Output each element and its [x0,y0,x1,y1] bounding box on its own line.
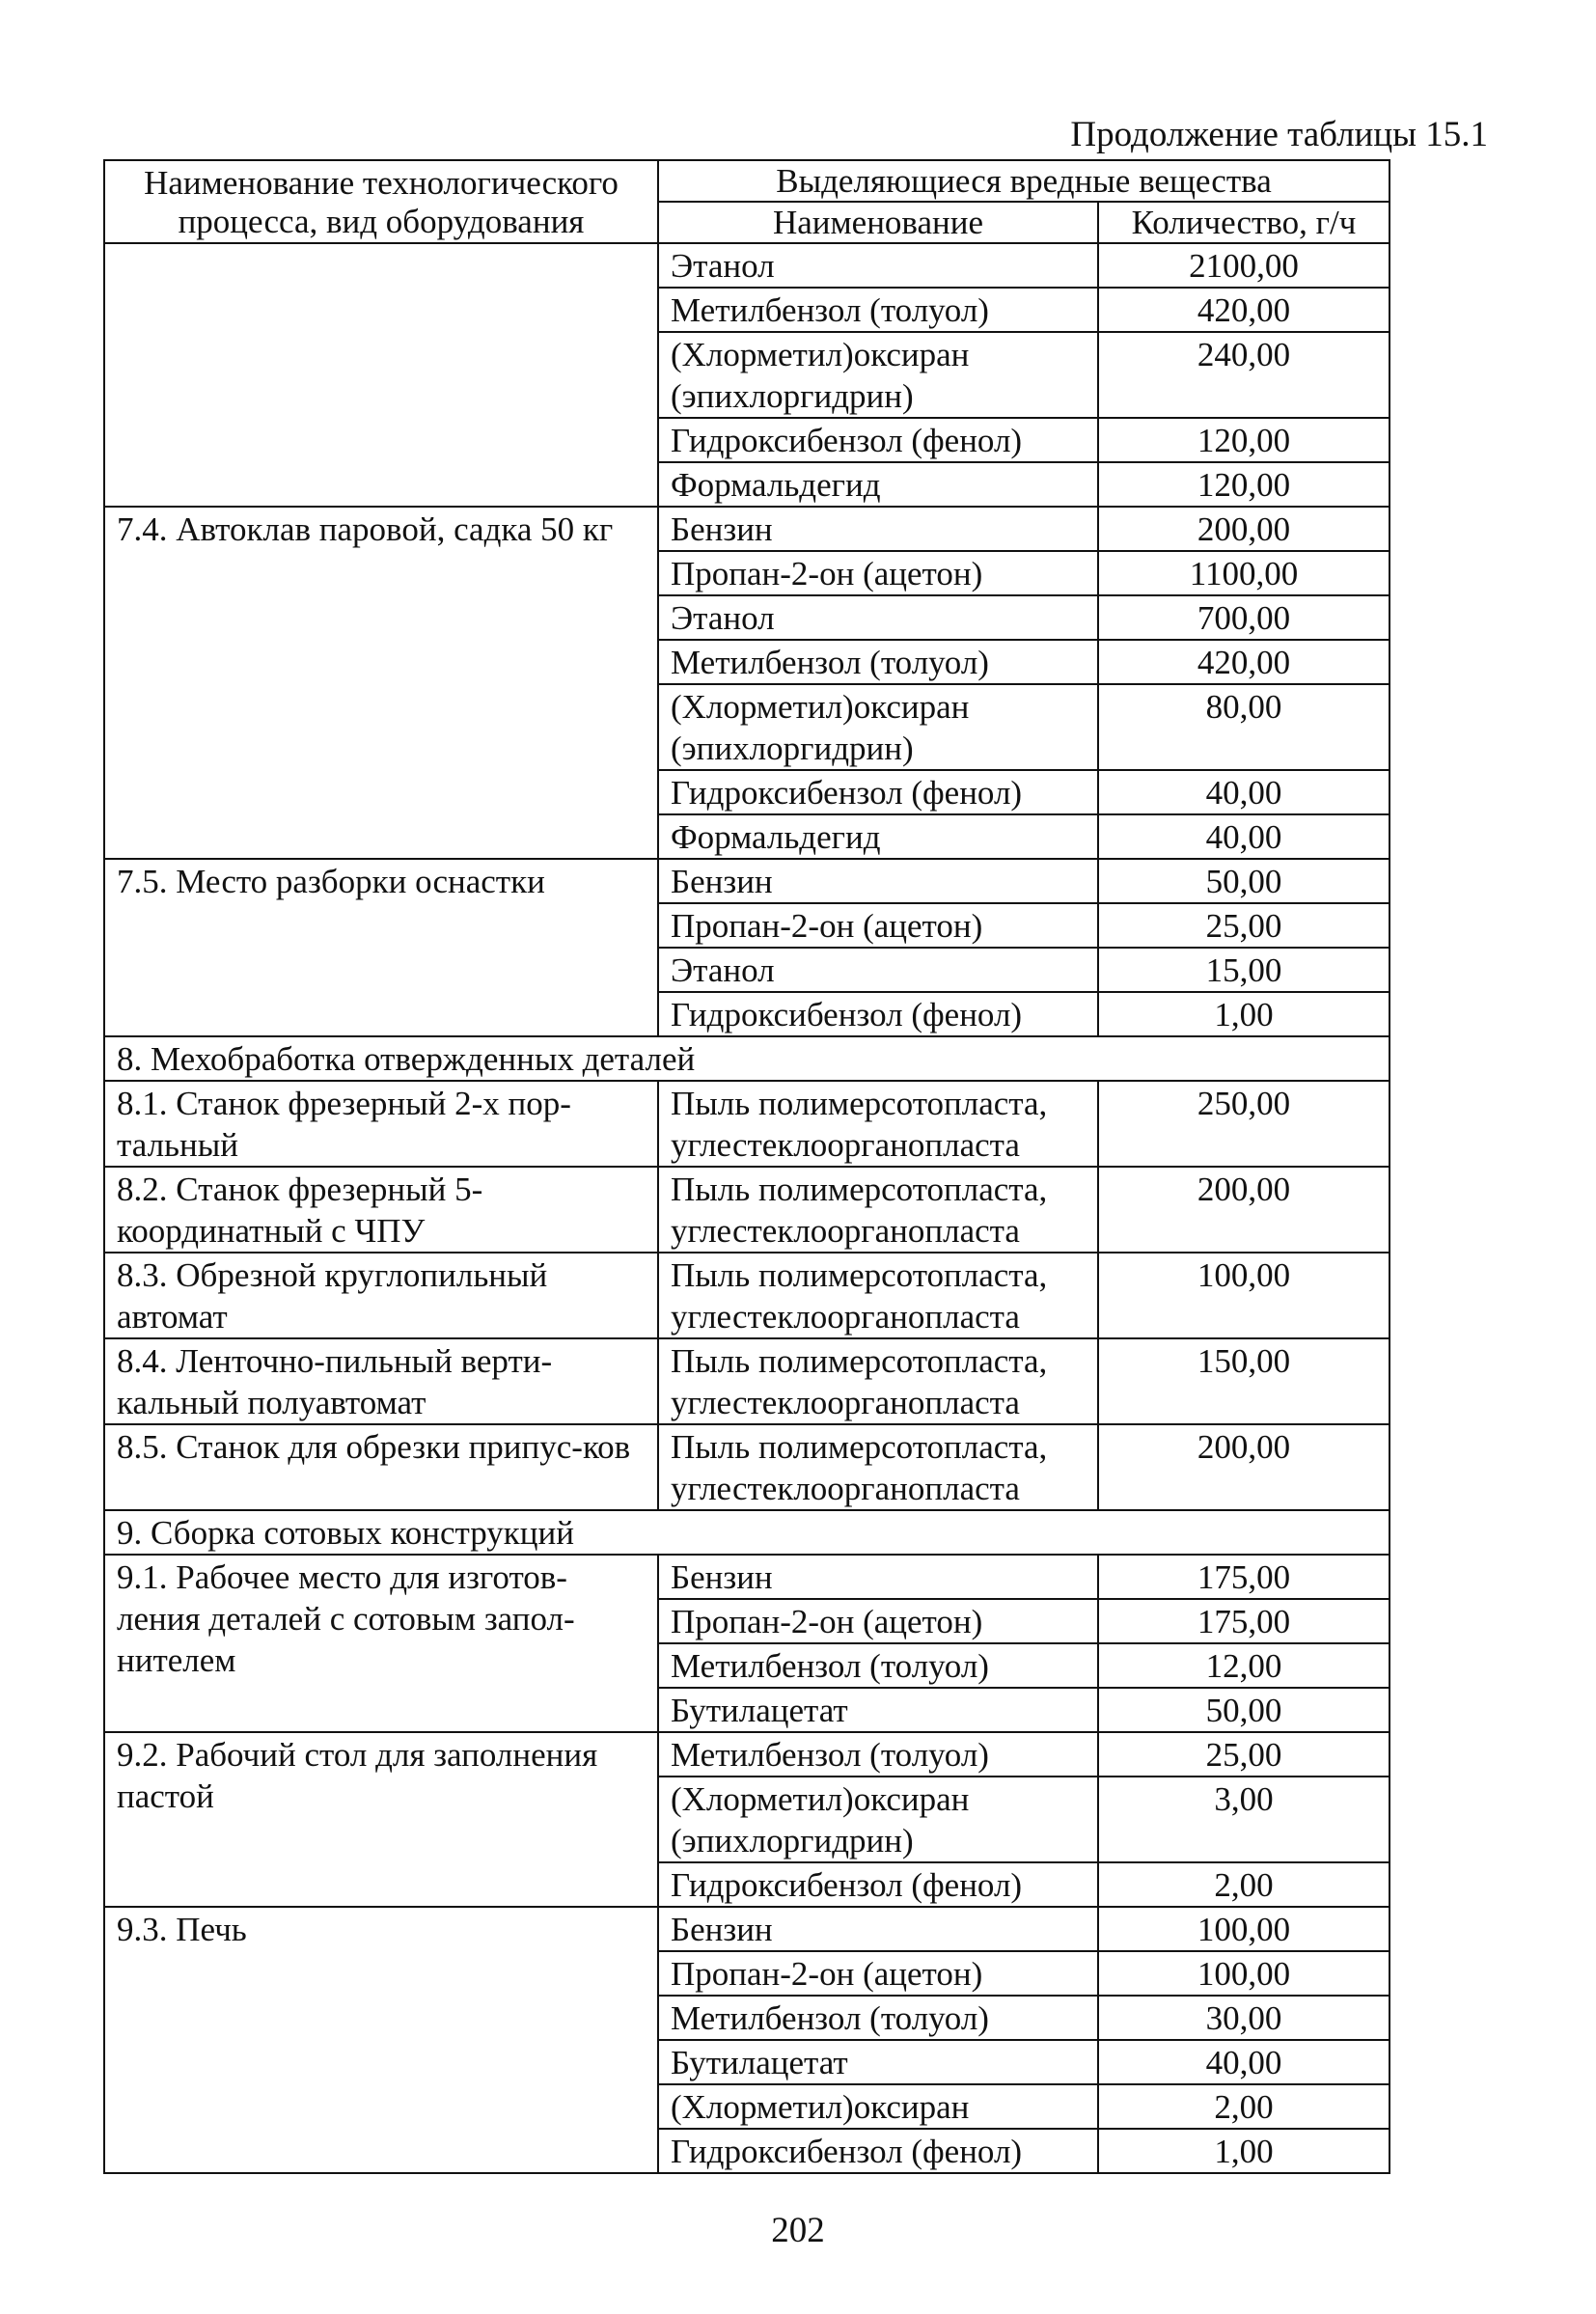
substance-name-cell: Гидроксибензол (фенол) [658,1862,1098,1907]
page-number: 202 [771,2211,825,2250]
process-cell: 9.2. Рабочий стол для заполнения пастой [104,1732,658,1907]
substance-name-cell: Метилбензол (толуол) [658,1643,1098,1688]
emissions-table [103,159,1390,2174]
quantity-cell: 150,00 [1098,1338,1390,1424]
quantity-cell: 120,00 [1098,462,1390,507]
quantity-cell: 2,00 [1098,1862,1390,1907]
quantity-cell: 240,00 [1098,332,1390,418]
substance-name-cell: Пропан-2-он (ацетон) [658,903,1098,948]
quantity-cell: 2100,00 [1098,243,1390,288]
quantity-cell: 25,00 [1098,903,1390,948]
substance-name-cell: Метилбензол (толуол) [658,1996,1098,2040]
process-cell: 8.1. Станок фрезерный 2-х пор-тальный [104,1081,658,1167]
quantity-cell: 50,00 [1098,1688,1390,1732]
section-row [104,1036,1390,1081]
quantity-cell: 175,00 [1098,1599,1390,1643]
substance-name-cell: (Хлорметил)оксиран [658,2084,1098,2129]
substance-name-cell: Пыль полимерсотопласта, углестеклоорганопласта [658,1253,1098,1338]
quantity-cell: 420,00 [1098,640,1390,684]
table-row [104,1555,1390,1599]
table-caption: Продолжение таблицы 15.1 [1070,115,1488,154]
process-cell: 9.3. Печь [104,1907,658,2173]
process-cell: 9.1. Рабочее место для изготов-ления деталей с сотовым запол-нителем [104,1555,658,1732]
process-cell: 8.3. Обрезной круглопильный автомат [104,1253,658,1338]
substance-name-cell: Пропан-2-он (ацетон) [658,551,1098,595]
header-name: Наименование [658,202,1098,243]
quantity-cell: 40,00 [1098,814,1390,859]
quantity-cell: 15,00 [1098,948,1390,992]
quantity-cell: 120,00 [1098,418,1390,462]
process-cell: 7.4. Автоклав паровой, садка 50 кг [104,507,658,859]
table-row [104,1081,1390,1167]
substance-name-cell: Этанол [658,948,1098,992]
quantity-cell: 30,00 [1098,1996,1390,2040]
substance-name-cell: (Хлорметил)оксиран (эпихлоргидрин) [658,1777,1098,1862]
section-row [104,1510,1390,1555]
quantity-cell: 200,00 [1098,507,1390,551]
process-cell: 7.5. Место разборки оснастки [104,859,658,1036]
quantity-cell: 2,00 [1098,2084,1390,2129]
substance-name-cell: Метилбензол (толуол) [658,288,1098,332]
header-substances: Выделяющиеся вредные вещества [658,160,1390,202]
quantity-cell: 3,00 [1098,1777,1390,1862]
quantity-cell: 200,00 [1098,1424,1390,1510]
substance-name-cell: Гидроксибензол (фенол) [658,2129,1098,2173]
table-row [104,859,1390,903]
substance-name-cell: Пыль полимерсотопласта, углестеклоорганопласта [658,1338,1098,1424]
quantity-cell: 25,00 [1098,1732,1390,1777]
table-header [104,160,1390,243]
table-body [104,243,1390,2173]
quantity-cell: 40,00 [1098,2040,1390,2084]
substance-name-cell: Пыль полимерсотопласта, углестеклоорганопласта [658,1081,1098,1167]
quantity-cell: 1100,00 [1098,551,1390,595]
table-row [104,1732,1390,1777]
process-cell: 8.2. Станок фрезерный 5-координатный с ЧПУ [104,1167,658,1253]
substance-name-cell: Этанол [658,595,1098,640]
substance-name-cell: Метилбензол (толуол) [658,640,1098,684]
substance-name-cell: (Хлорметил)оксиран (эпихлоргидрин) [658,332,1098,418]
section-title: 8. Мехобработка отвержденных деталей [104,1036,1390,1081]
substance-name-cell: Гидроксибензол (фенол) [658,770,1098,814]
substance-name-cell: (Хлорметил)оксиран (эпихлоргидрин) [658,684,1098,770]
quantity-cell: 420,00 [1098,288,1390,332]
quantity-cell: 1,00 [1098,992,1390,1036]
quantity-cell: 80,00 [1098,684,1390,770]
process-cell: 8.4. Ленточно-пильный верти-кальный полуавтомат [104,1338,658,1424]
substance-name-cell: Бутилацетат [658,1688,1098,1732]
quantity-cell: 100,00 [1098,1951,1390,1996]
substance-name-cell: Бензин [658,1555,1098,1599]
substance-name-cell: Формальдегид [658,462,1098,507]
quantity-cell: 1,00 [1098,2129,1390,2173]
header-quantity: Количество, г/ч [1098,202,1390,243]
substance-name-cell: Этанол [658,243,1098,288]
substance-name-cell: Гидроксибензол (фенол) [658,418,1098,462]
quantity-cell: 200,00 [1098,1167,1390,1253]
table-row [104,1424,1390,1510]
quantity-cell: 700,00 [1098,595,1390,640]
substance-name-cell: Бензин [658,859,1098,903]
substance-name-cell: Формальдегид [658,814,1098,859]
quantity-cell: 250,00 [1098,1081,1390,1167]
substance-name-cell: Пропан-2-он (ацетон) [658,1599,1098,1643]
quantity-cell: 50,00 [1098,859,1390,903]
substance-name-cell: Пропан-2-он (ацетон) [658,1951,1098,1996]
quantity-cell: 12,00 [1098,1643,1390,1688]
table-row [104,1907,1390,1951]
substance-name-cell: Бензин [658,507,1098,551]
section-title: 9. Сборка сотовых конструкций [104,1510,1390,1555]
substance-name-cell: Пыль полимерсотопласта, углестеклоорганопласта [658,1167,1098,1253]
table-row [104,243,1390,288]
table-row [104,1338,1390,1424]
quantity-cell: 100,00 [1098,1907,1390,1951]
substance-name-cell: Гидроксибензол (фенол) [658,992,1098,1036]
substance-name-cell: Бутилацетат [658,2040,1098,2084]
substance-name-cell: Метилбензол (толуол) [658,1732,1098,1777]
process-cell: 8.5. Станок для обрезки припус-ков [104,1424,658,1510]
substance-name-cell: Бензин [658,1907,1098,1951]
quantity-cell: 100,00 [1098,1253,1390,1338]
quantity-cell: 175,00 [1098,1555,1390,1599]
table-row [104,507,1390,551]
quantity-cell: 40,00 [1098,770,1390,814]
header-process: Наименование технологического процесса, вид оборудования [104,160,658,243]
substance-name-cell: Пыль полимерсотопласта, углестеклоорганопласта [658,1424,1098,1510]
process-cell [104,243,658,507]
table-row [104,1167,1390,1253]
table-row [104,1253,1390,1338]
